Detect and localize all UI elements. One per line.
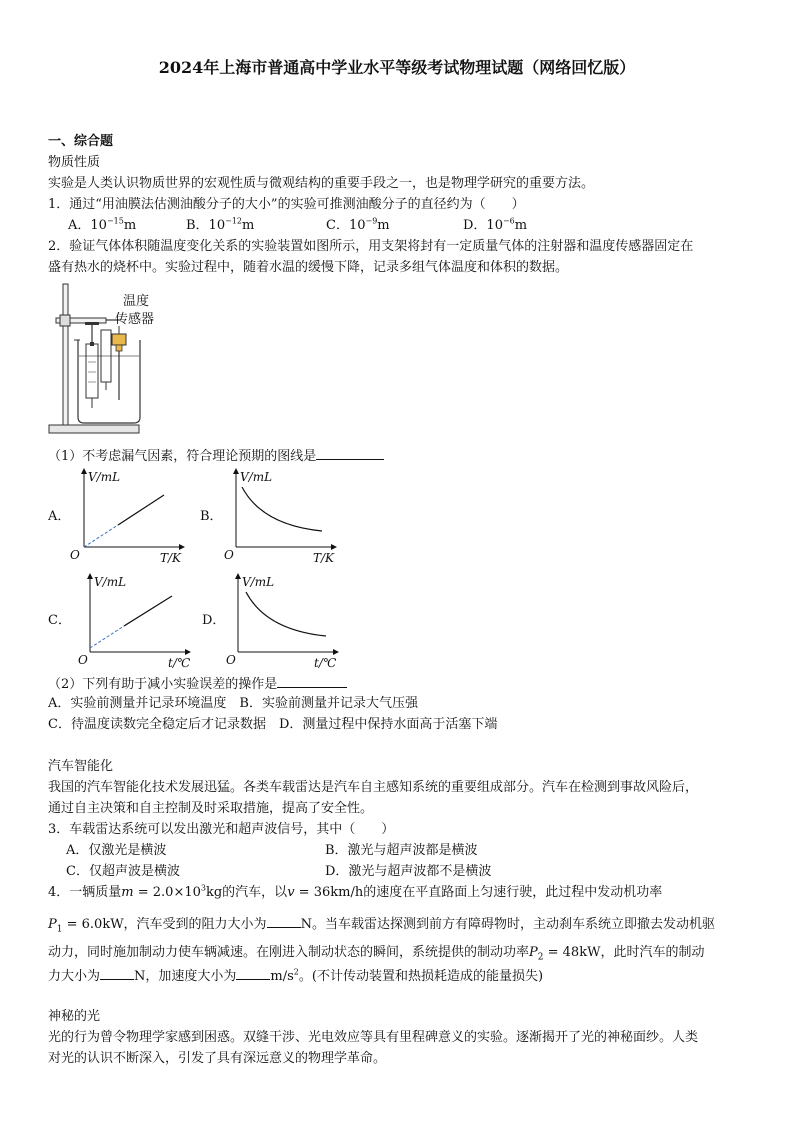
section-heading: 一、综合题 [48, 134, 114, 149]
option-b: B．$10^{-12}m$ [186, 216, 255, 233]
question-4-line3: 动力，同时施加制动力使车辆减速。在刚进入制动状态的瞬间，系统提供的制动功率$P_2 = 48kW$，此时汽车的制动 [48, 945, 705, 963]
graph-b-x-label: T/K [313, 551, 335, 565]
graph-b-y-label: V/mL [240, 470, 273, 484]
option-a: A．$10^{-15}m$ [68, 216, 137, 233]
sensor-label-line2: 传感器 [115, 312, 155, 327]
question-2-stem-line1: 2．验证气体体积随温度变化关系的实验装置如图所示，用支架将封有一定质量气体的注射器和温度传感器固定在 [48, 239, 694, 254]
graph-d-y-label: V/mL [242, 575, 275, 589]
question-4-line1: 4．一辆质量$m = 2.0\times 10^3kg$的汽车，以v = 36km/h的速度在平直路面上匀速行驶，此过程中发动机功率 [48, 883, 663, 900]
option-d: D．$10^{-6}m$ [463, 216, 528, 233]
page-title: 2024年上海市普通高中学业水平等级考试物理试题（网络回忆版） [158, 58, 636, 77]
q3-option-b: B．激光与超声波都是横波 [325, 843, 478, 858]
graph-d-x-label: t/℃ [314, 656, 337, 670]
topic-heading: 神秘的光 [48, 1009, 101, 1024]
topic-heading: 物质性质 [48, 155, 101, 170]
graph-a-origin: O [70, 548, 80, 562]
topic-intro-line1: 我国的汽车智能化技术发展迅猛。各类车载雷达是汽车自主感知系统的重要组成部分。汽车在检测到事故风险后， [48, 780, 699, 795]
question-4-line2: $P_1 = 6.0kW$，汽车受到的阻力大小为 N。当车载雷达探测到前方有障碍物时，主动刹车系统立即撤去发动机驱 [48, 913, 715, 940]
topic-intro: 实验是人类认识物质世界的宏观性质与微观结构的重要手段之一，也是物理学研究的重要方法。 [48, 176, 595, 191]
question-1-stem: 1．通过“用油膜法估测油酸分子的大小”的实验可推测油酸分子的直径约为（ ） [48, 197, 525, 212]
graph-a-y-label: V/mL [88, 470, 121, 484]
graph-option-a-label: A． [48, 509, 71, 524]
graph-b-origin: O [224, 548, 234, 562]
graph-option-d-label: D． [202, 613, 226, 628]
graph-option-b-label: B． [200, 509, 223, 524]
graph-a-x-label: T/K [160, 551, 182, 565]
question-2-stem-line2: 盛有热水的烧杯中。实验过程中，随着水温的缓慢下降，记录多组气体温度和体积的数据。 [48, 260, 569, 275]
topic-intro-line2: 对光的认识不断深入，引发了具有深远意义的物理学革命。 [48, 1051, 387, 1066]
question-2-sub2: （2）下列有助于减小实验误差的操作是 [48, 673, 347, 695]
sensor-label-line1: 温度 [123, 294, 150, 309]
question-4-line4: 力大小为 N，加速度大小为 $m/s^2$。(不计传动装置和热损耗造成的能量损失) [48, 965, 543, 987]
question-3-stem: 3．车载雷达系统可以发出激光和超声波信号，其中（ ） [48, 822, 395, 837]
topic-heading: 汽车智能化 [48, 759, 114, 774]
sub2-options-line2: C．待温度读数完全稳定后才记录数据 D．测量过程中保持水面高于活塞下端 [48, 717, 498, 732]
graph-option-c-label: C． [48, 613, 71, 628]
option-c: C．$10^{-9}m$ [326, 216, 390, 233]
question-2-sub1: （1）不考虑漏气因素，符合理论预期的图线是 [48, 445, 384, 467]
apparatus-figure [46, 282, 186, 440]
graph-d-origin: O [226, 653, 236, 667]
topic-intro-line2: 通过自主决策和自主控制及时采取措施，提高了安全性。 [48, 801, 374, 816]
q3-option-a: A．仅激光是横波 [66, 843, 167, 858]
graph-c-y-label: V/mL [94, 575, 127, 589]
q3-option-d: D．激光与超声波都不是横波 [325, 864, 492, 879]
graph-c-origin: O [78, 653, 88, 667]
graph-c-x-label: t/℃ [168, 656, 191, 670]
sub2-options-line1: A．实验前测量并记录环境温度 B．实验前测量并记录大气压强 [48, 696, 418, 711]
topic-intro-line1: 光的行为曾令物理学家感到困惑。双缝干涉、光电效应等具有里程碑意义的实验。逐渐揭开了光的神秘面纱。人类 [48, 1030, 699, 1045]
q3-option-c: C．仅超声波是横波 [66, 864, 180, 879]
